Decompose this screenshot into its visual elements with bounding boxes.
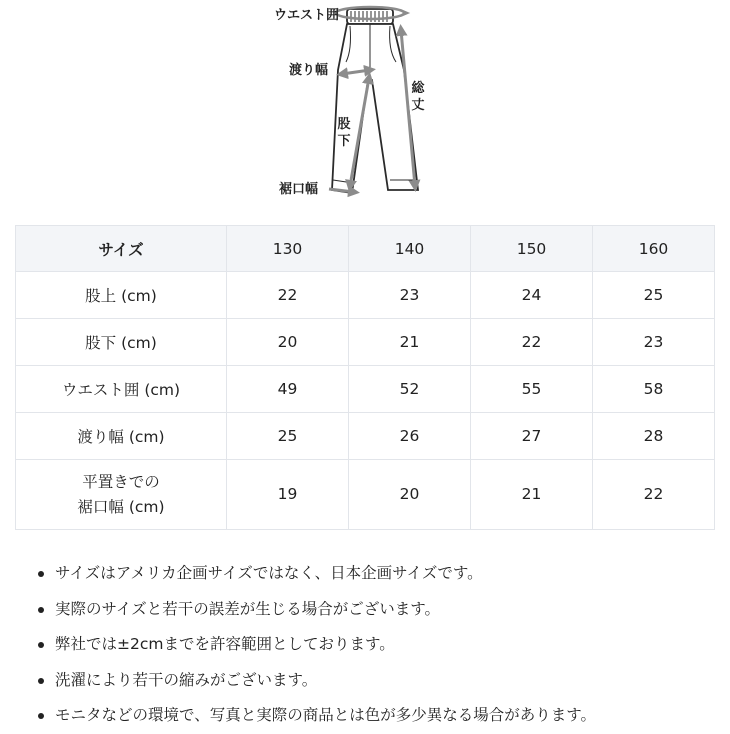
table-cell: 23 — [593, 319, 715, 366]
row-label — [16, 460, 227, 530]
table-cell: 52 — [349, 366, 471, 413]
table-cell: 23 — [349, 272, 471, 319]
table-cell: 25 — [227, 413, 349, 460]
notes-list — [0, 556, 730, 734]
inseam-label: 股下 — [337, 117, 351, 149]
header-size-140: 140 — [349, 226, 471, 272]
table-cell: 28 — [593, 413, 715, 460]
outseam-label: 総丈 — [411, 81, 425, 113]
header-size-label: サイズ — [16, 226, 227, 272]
row-label: ウエスト囲 (cm) — [16, 366, 227, 413]
table-row-rise — [16, 272, 715, 319]
table-cell: 58 — [593, 366, 715, 413]
list-item: サイズはアメリカ企画サイズではなく、日本企画サイズです。 — [55, 556, 730, 592]
header-size-160: 160 — [593, 226, 715, 272]
table-cell: 20 — [227, 319, 349, 366]
row-label: 渡り幅 (cm) — [16, 413, 227, 460]
list-item: 弊社では±2cmまでを許容範囲としております。 — [55, 627, 730, 663]
table-cell: 27 — [471, 413, 593, 460]
waist-label: ウエスト囲 — [274, 8, 340, 23]
row-label: 股下 (cm) — [16, 319, 227, 366]
table-header-row — [16, 226, 715, 272]
waistband-shape — [347, 9, 393, 24]
table-cell: 49 — [227, 366, 349, 413]
table-cell: 22 — [471, 319, 593, 366]
list-item: 洗濯により若干の縮みがございます。 — [55, 663, 730, 699]
pants-illustration — [0, 0, 730, 215]
table-row-hem — [16, 460, 715, 530]
size-table — [15, 225, 715, 530]
table-row-waist — [16, 366, 715, 413]
thigh-label: 渡り幅 — [289, 63, 329, 78]
pants-outline — [332, 24, 418, 193]
table-cell: 19 — [227, 460, 349, 530]
hem-label: 裾口幅 — [279, 182, 319, 197]
row-label: 股上 (cm) — [16, 272, 227, 319]
list-item: モニタなどの環境で、写真と実際の商品とは色が多少異なる場合があります。 — [55, 698, 730, 734]
table-cell: 25 — [593, 272, 715, 319]
table-cell: 22 — [593, 460, 715, 530]
row-label-line1: 平置きでの — [82, 472, 160, 491]
table-cell: 20 — [349, 460, 471, 530]
table-cell: 22 — [227, 272, 349, 319]
header-size-130: 130 — [227, 226, 349, 272]
table-cell: 55 — [471, 366, 593, 413]
table-cell: 21 — [349, 319, 471, 366]
pants-size-diagram — [0, 0, 730, 215]
table-cell: 21 — [471, 460, 593, 530]
row-label-line2: 裾口幅 (cm) — [77, 497, 165, 516]
list-item: 実際のサイズと若干の誤差が生じる場合がございます。 — [55, 592, 730, 628]
table-row-inseam — [16, 319, 715, 366]
table-cell: 24 — [471, 272, 593, 319]
table-row-thigh — [16, 413, 715, 460]
table-cell: 26 — [349, 413, 471, 460]
header-size-150: 150 — [471, 226, 593, 272]
